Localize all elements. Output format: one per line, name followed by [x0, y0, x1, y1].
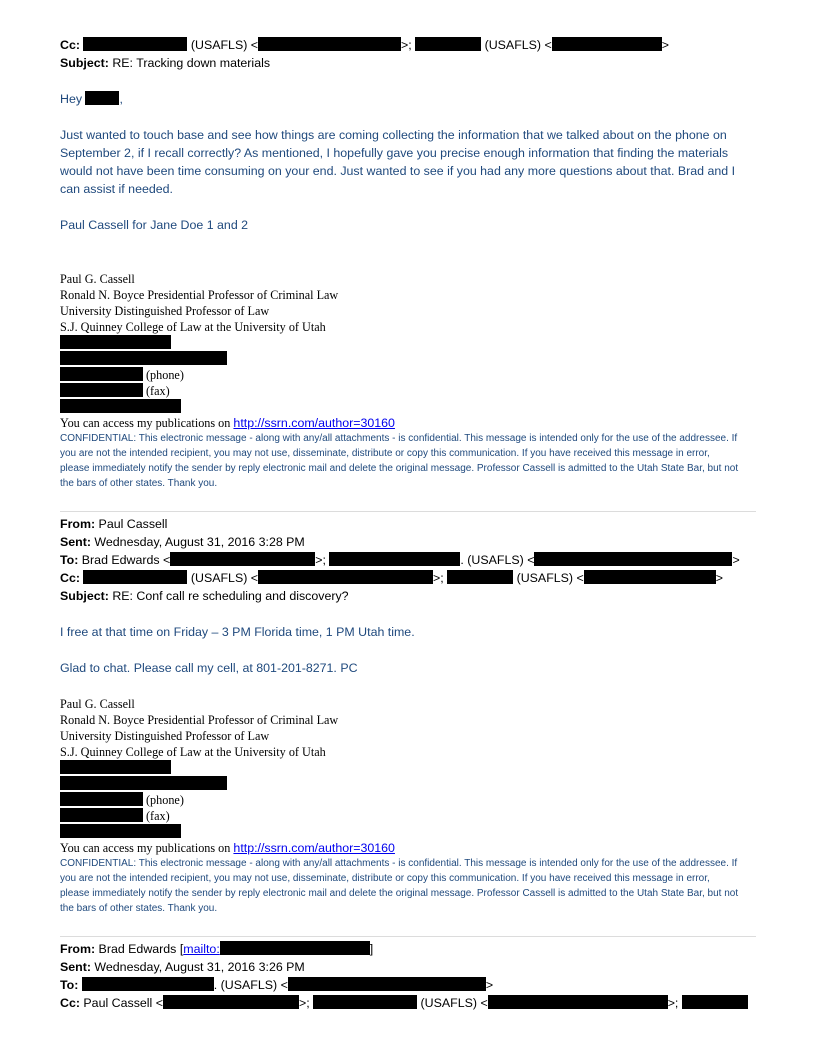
redaction [60, 367, 143, 381]
email3-sent: Wednesday, August 31, 2016 3:26 PM [90, 960, 305, 974]
divider [60, 511, 756, 512]
sig1-school: S.J. Quinney College of Law at the University of Utah [60, 320, 326, 334]
email2-sent-line: Sent: Wednesday, August 31, 2016 3:28 PM [60, 535, 305, 549]
sig2-title2: University Distinguished Professor of Law [60, 729, 270, 743]
ssrn-link[interactable]: http://ssrn.com/author=30160 [233, 416, 395, 430]
email2-line2: Glad to chat. Please call my cell, at 801-201-8271. PC [60, 661, 358, 675]
redaction [60, 760, 171, 774]
email1-signoff: Paul Cassell for Jane Doe 1 and 2 [60, 218, 249, 232]
redaction [163, 995, 299, 1009]
sig2-name: Paul G. Cassell [60, 697, 135, 711]
redaction [60, 808, 143, 822]
redaction [60, 824, 181, 838]
redaction [447, 570, 513, 584]
divider [60, 936, 756, 937]
email2-cc-line: Cc: (USAFLS) < >; (USAFLS) < > [60, 571, 723, 585]
sig1-title2: University Distinguished Professor of Law [60, 304, 270, 318]
redaction [534, 552, 732, 566]
email1-subject: RE: Tracking down materials [108, 56, 271, 70]
email3-from: Brad Edwards [95, 942, 177, 956]
redaction [83, 37, 187, 51]
redaction [220, 941, 370, 955]
email2-subject-line: Subject: RE: Conf call re scheduling and discovery? [60, 589, 349, 603]
redaction [488, 995, 668, 1009]
redaction [682, 995, 748, 1009]
redaction [60, 776, 227, 790]
sig1-publications: You can access my publications on http://ssrn.com/author=30160 [60, 416, 395, 430]
email2-from: Paul Cassell [95, 517, 168, 531]
sig2-publications: You can access my publications on http://ssrn.com/author=30160 [60, 841, 395, 855]
redaction [313, 995, 417, 1009]
redaction [85, 91, 119, 105]
redaction [552, 37, 662, 51]
ssrn-link[interactable]: http://ssrn.com/author=30160 [233, 841, 395, 855]
redaction [170, 552, 315, 566]
email1-greeting: Hey , [60, 92, 123, 106]
mailto-link[interactable]: mailto: [183, 942, 370, 956]
redaction [83, 570, 187, 584]
sig1-title1: Ronald N. Boyce Presidential Professor of Criminal Law [60, 288, 339, 302]
redaction [329, 552, 460, 566]
email2-from-line: From: Paul Cassell [60, 517, 168, 531]
sig1-name: Paul G. Cassell [60, 272, 135, 286]
email3-cc-line: Cc: Paul Cassell < >; (USAFLS) < >; [60, 994, 748, 1012]
redaction [288, 977, 486, 991]
sig2-title1: Ronald N. Boyce Presidential Professor of Criminal Law [60, 713, 339, 727]
sig1-phone-label: (phone) [146, 368, 184, 382]
sig2-confidential: CONFIDENTIAL: This electronic message - along with any/all attachments - is confidential. This message is intended only for the use of the addressee. If you are not the intended recipient, you may not use, disseminate, distribute or copy this communication. If you have received this message in error, please immediately notify the sender by reply electronic mail and delete the original message. Professor Cassell is admitted to the Utah State Bar, but not the bars of other states. Thank you. [60, 858, 739, 914]
cc-label: Cc: [60, 38, 80, 52]
sig2-phone-label: (phone) [146, 793, 184, 807]
email2-subject: RE: Conf call re scheduling and discovery? [108, 589, 349, 603]
email3-sent-line: Sent: Wednesday, August 31, 2016 3:26 PM [60, 960, 305, 974]
sig2-school: S.J. Quinney College of Law at the University of Utah [60, 745, 326, 759]
email1-body: Just wanted to touch base and see how things are coming collecting the information that we talked about on the phone on September 2, if I recall correctly? As mentioned, I hopefully gave you precise enough information that finding the materials would not have been time consuming on your end. Just wanted to see if you had any more questions about that. Brad and I can assist if needed. [60, 128, 736, 196]
sig1-fax-label: (fax) [146, 384, 170, 398]
email2-sent: Wednesday, August 31, 2016 3:28 PM [90, 535, 305, 549]
email3-to-line: To: . (USAFLS) < > [60, 978, 494, 992]
redaction [60, 399, 181, 413]
redaction [60, 351, 227, 365]
redaction [60, 792, 143, 806]
redaction [82, 977, 214, 991]
email2-line1: I free at that time on Friday – 3 PM Florida time, 1 PM Utah time. [60, 625, 415, 639]
email3-from-line: From: Brad Edwards [mailto: ] [60, 942, 374, 956]
sig1-confidential: CONFIDENTIAL: This electronic message - along with any/all attachments - is confidential. This message is intended only for the use of the addressee. If you are not the intended recipient, you may not use, disseminate, distribute or copy this communication. If you have received this message in error, please immediately notify the sender by reply electronic mail and delete the original message. Professor Cassell is admitted to the Utah State Bar, but not the bars of other states. Thank you. [60, 433, 739, 489]
redaction [415, 37, 481, 51]
redaction [60, 335, 171, 349]
redaction [60, 383, 143, 397]
redaction [258, 570, 433, 584]
email1-subject-line [60, 54, 270, 72]
email2-to-line: To: Brad Edwards < >; . (USAFLS) < > [60, 553, 740, 567]
subject-label: Subject: [60, 56, 109, 70]
redaction [258, 37, 401, 51]
sig2-fax-label: (fax) [146, 809, 170, 823]
email1-cc-line: Cc: (USAFLS) < >; (USAFLS) < > [60, 38, 669, 52]
redaction [584, 570, 716, 584]
